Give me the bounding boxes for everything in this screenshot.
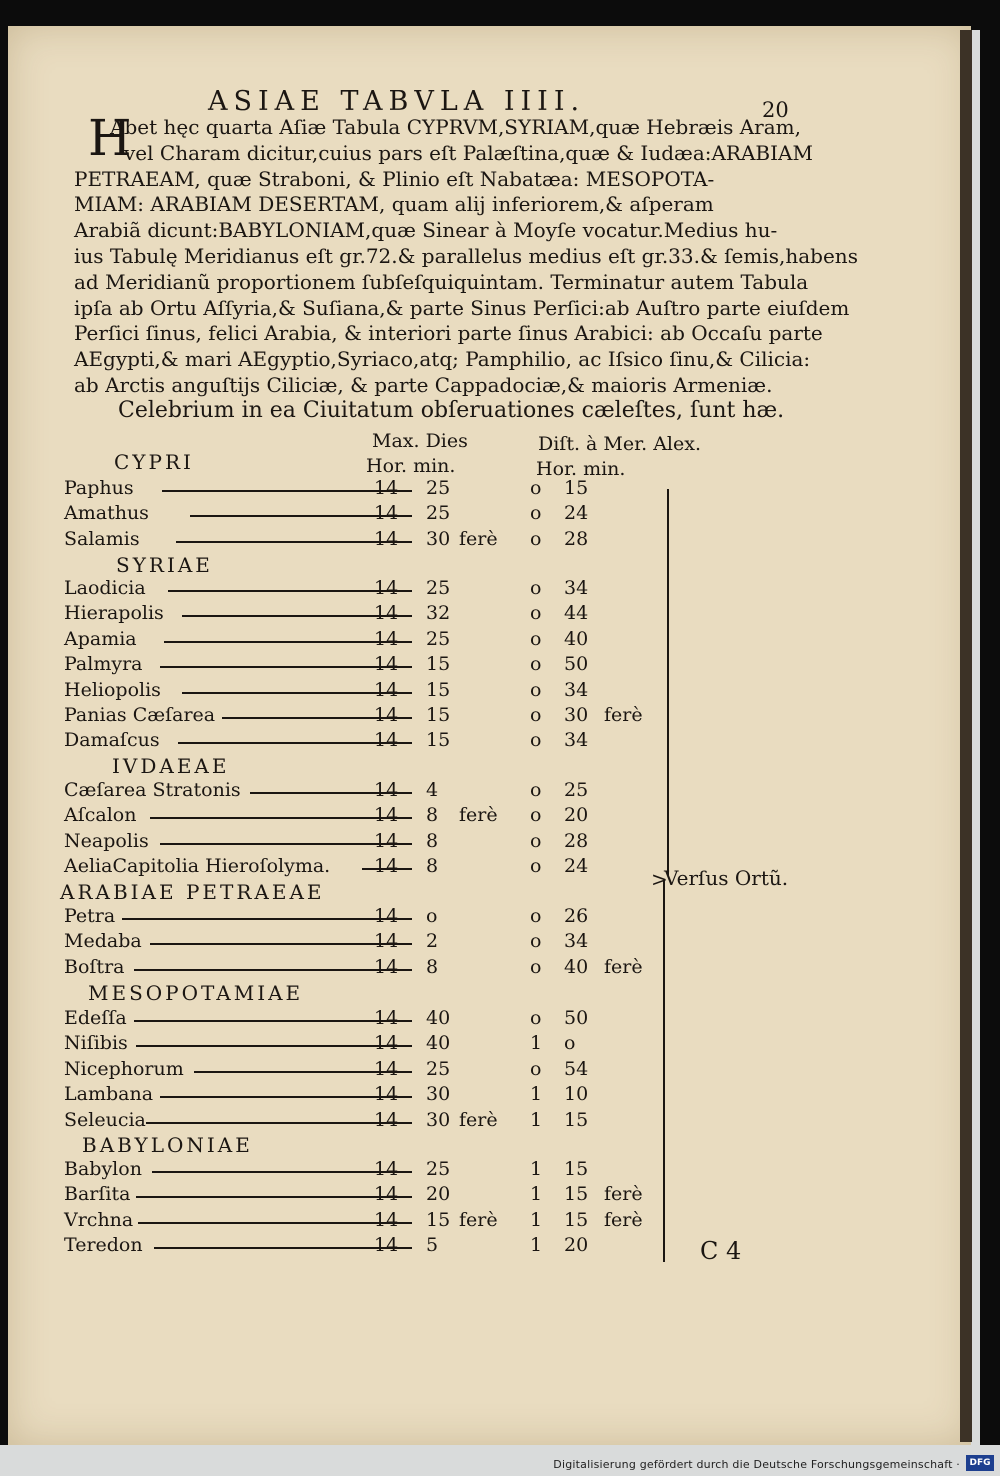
distance-minutes: 40 (564, 627, 589, 650)
distance-minutes: 26 (564, 905, 589, 927)
table-row (64, 1234, 664, 1259)
running-title: ASIAE TABVLA IIII. (208, 86, 586, 117)
city-name: Barſita (64, 1183, 131, 1206)
distance-minutes: 15 (564, 1108, 589, 1131)
max-day-hours: 14 (374, 829, 399, 852)
table-row (64, 653, 664, 678)
paragraph-line: MIAM: ARABIAM DESERTAM, quam alij inferiorem,& aſperam (74, 192, 714, 217)
section-title: ARABIAE PETRAEAE (60, 880, 325, 904)
max-day-minutes: 15 (426, 1208, 451, 1231)
brace-lower (655, 880, 665, 1262)
paragraph-line: ab Arctis anguſtijs Ciliciæ, & parte Cappadociæ,& maioris Armeniæ. (74, 372, 773, 397)
distance-hours: 1 (530, 1208, 543, 1231)
distance-minutes: 20 (564, 1234, 589, 1257)
max-day-hours: 14 (374, 1208, 399, 1231)
leader-dash (134, 1020, 412, 1022)
table-row (64, 502, 664, 527)
table-row (64, 628, 664, 653)
distance-minutes: 15 (564, 1183, 589, 1206)
distance-minutes: 20 (564, 804, 589, 827)
paragraph-line: vel Charam dicitur,cuius pars eſt Palæſtina,quæ & Iudæa:ARABIAM (124, 140, 813, 165)
city-name: Cæſarea Stratonis (64, 779, 241, 801)
max-day-hours: 14 (374, 704, 399, 726)
max-day-minutes: 8 (426, 829, 439, 852)
distance-minutes: 24 (564, 855, 589, 878)
max-day-minutes: 2 (426, 930, 439, 953)
drop-cap: H (88, 109, 132, 167)
max-day-hours: 14 (374, 955, 399, 978)
section-title: IVDAEAE (112, 754, 230, 778)
distance-hours: 1 (530, 1083, 543, 1106)
city-name: Teredon (64, 1234, 143, 1257)
brace-upper (659, 489, 669, 875)
max-day-note: ferè (459, 1208, 498, 1231)
max-day-minutes: 30 (426, 527, 451, 550)
distance-hours: o (530, 804, 542, 827)
max-day-minutes: o (426, 905, 438, 927)
distance-hours: o (530, 955, 542, 978)
city-name: Aſcalon (64, 804, 137, 827)
header-hor-min-1: Hor. min. (366, 455, 456, 477)
leader-dash (146, 1122, 412, 1124)
footer-credit: Digitalisierung gefördert durch die Deutsche Forschungsgemeinschaft · (553, 1458, 960, 1471)
header-hor-min-2: Hor. min. (536, 458, 626, 480)
distance-minutes: 15 (564, 1158, 589, 1180)
distance-minutes: 54 (564, 1057, 589, 1080)
max-day-minutes: 15 (426, 729, 451, 752)
distance-minutes: 40 (564, 955, 589, 978)
distance-minutes: 30 (564, 704, 589, 726)
city-name: Damaſcus (64, 729, 160, 752)
page-number: 20 (762, 98, 789, 122)
max-day-minutes: 5 (426, 1234, 439, 1257)
distance-note: ferè (604, 704, 643, 726)
leader-dash (150, 943, 412, 945)
section-title: SYRIAE (116, 553, 213, 577)
distance-hours: o (530, 905, 542, 927)
city-name: Boſtra (64, 955, 125, 978)
table-row (64, 577, 664, 602)
table-row (64, 477, 664, 502)
table-row (64, 528, 664, 553)
distance-hours: o (530, 678, 542, 701)
distance-hours: o (530, 1007, 542, 1029)
max-day-hours: 14 (374, 602, 399, 625)
max-day-minutes: 15 (426, 704, 451, 726)
distance-hours: o (530, 502, 542, 525)
city-name: Neapolis (64, 829, 149, 852)
max-day-minutes: 15 (426, 678, 451, 701)
city-name: Babylon (64, 1158, 142, 1180)
table-row (64, 704, 664, 729)
table-row (64, 830, 664, 855)
distance-minutes: 25 (564, 779, 589, 801)
table-row (64, 1183, 664, 1208)
distance-hours: o (530, 704, 542, 726)
max-day-hours: 14 (374, 804, 399, 827)
distance-minutes: 34 (564, 678, 589, 701)
table-row (64, 602, 664, 627)
section-title: CYPRI (114, 450, 194, 474)
leader-dash (138, 1222, 412, 1224)
max-day-hours: 14 (374, 627, 399, 650)
paragraph-line: Abet hęc quarta Aſiæ Tabula CYPRVM,SYRIAM,quæ Hebræis Aram, (110, 115, 801, 139)
distance-minutes: o (564, 1032, 576, 1055)
max-day-hours: 14 (374, 930, 399, 953)
max-day-minutes: 8 (426, 804, 439, 827)
distance-minutes: 34 (564, 577, 589, 599)
brace-label: Verſus Ortũ. (664, 866, 789, 890)
max-day-hours: 14 (374, 477, 399, 499)
city-name: Seleucia (64, 1108, 146, 1131)
distance-minutes: 15 (564, 1208, 589, 1231)
distance-minutes: 34 (564, 729, 589, 752)
max-day-minutes: 40 (426, 1007, 451, 1029)
distance-hours: o (530, 855, 542, 878)
city-name: Paphus (64, 477, 134, 499)
scan-background-left (0, 0, 8, 1445)
section-title: BABYLONIAE (82, 1133, 253, 1157)
max-day-minutes: 20 (426, 1183, 451, 1206)
max-day-hours: 14 (374, 779, 399, 801)
city-name: Edeſſa (64, 1007, 127, 1029)
leader-dash (150, 817, 412, 819)
table-row (64, 729, 664, 754)
distance-minutes: 50 (564, 1007, 589, 1029)
observations-intro: Celebrium in ea Ciuitatum obſeruationes cæleſtes, ſunt hæ. (118, 398, 785, 423)
city-name: Heliopolis (64, 678, 161, 701)
city-name: Amathus (64, 502, 149, 525)
max-day-note: ferè (459, 804, 498, 827)
distance-hours: o (530, 1057, 542, 1080)
distance-minutes: 34 (564, 930, 589, 953)
max-day-hours: 14 (374, 1057, 399, 1080)
max-day-hours: 14 (374, 855, 399, 878)
table-row (64, 1083, 664, 1108)
table-row (64, 1158, 664, 1183)
max-day-minutes: 25 (426, 1057, 451, 1080)
paragraph-line: Arabiã dicunt:BABYLONIAM,quæ Sinear à Moyſe vocatur.Medius hu- (74, 218, 778, 243)
leader-dash (136, 1196, 412, 1198)
distance-minutes: 10 (564, 1083, 589, 1106)
leader-dash (134, 969, 412, 971)
max-day-hours: 14 (374, 1234, 399, 1257)
max-day-hours: 14 (374, 527, 399, 550)
city-name: Laodicia (64, 577, 146, 599)
max-day-hours: 14 (374, 1108, 399, 1131)
distance-hours: 1 (530, 1234, 543, 1257)
max-day-minutes: 15 (426, 653, 451, 676)
distance-hours: o (530, 477, 542, 499)
distance-minutes: 15 (564, 477, 589, 499)
distance-hours: 1 (530, 1108, 543, 1131)
city-name: Lambana (64, 1083, 154, 1106)
max-day-minutes: 25 (426, 477, 451, 499)
max-day-note: ferè (459, 1108, 498, 1131)
max-day-hours: 14 (374, 1083, 399, 1106)
max-day-hours: 14 (374, 653, 399, 676)
distance-note: ferè (604, 955, 643, 978)
distance-hours: o (530, 577, 542, 599)
max-day-hours: 14 (374, 1032, 399, 1055)
city-name: Apamia (64, 627, 137, 650)
distance-hours: o (530, 653, 542, 676)
max-day-hours: 14 (374, 1183, 399, 1206)
max-day-hours: 14 (374, 502, 399, 525)
city-name: Panias Cæſarea (64, 704, 216, 726)
brace-tip: > (651, 867, 668, 891)
max-day-hours: 14 (374, 577, 399, 599)
distance-hours: o (530, 829, 542, 852)
distance-minutes: 24 (564, 502, 589, 525)
distance-minutes: 28 (564, 527, 589, 550)
distance-hours: 1 (530, 1183, 543, 1206)
city-name: Salamis (64, 527, 140, 550)
distance-hours: o (530, 779, 542, 801)
table-row (64, 779, 664, 804)
distance-minutes: 28 (564, 829, 589, 852)
max-day-minutes: 30 (426, 1083, 451, 1106)
table-row (64, 956, 664, 981)
distance-note: ferè (604, 1208, 643, 1231)
max-day-minutes: 4 (426, 779, 439, 801)
distance-minutes: 50 (564, 653, 589, 676)
city-name: AeliaCapitolia Hieroſolyma. (64, 855, 331, 878)
city-name: Medaba (64, 930, 142, 953)
table-row (64, 1032, 664, 1057)
distance-hours: o (530, 527, 542, 550)
table-row (64, 1109, 664, 1134)
signature-mark: C 4 (700, 1237, 742, 1265)
max-day-minutes: 32 (426, 602, 451, 625)
max-day-minutes: 25 (426, 1158, 451, 1180)
max-day-minutes: 40 (426, 1032, 451, 1055)
city-name: Nicephorum (64, 1057, 184, 1080)
table-row (64, 1007, 664, 1032)
table-row (64, 1209, 664, 1234)
page-edge (960, 30, 972, 1442)
distance-hours: o (530, 729, 542, 752)
leader-dash (122, 918, 412, 920)
section-title: MESOPOTAMIAE (88, 981, 304, 1005)
leader-dash (152, 1171, 412, 1173)
leader-dash (136, 1045, 412, 1047)
max-day-hours: 14 (374, 905, 399, 927)
max-day-hours: 14 (374, 729, 399, 752)
paragraph-line: Perſici ſinus, felici Arabia, & interiori parte ſinus Arabici: ab Occaſu parte (74, 321, 823, 346)
distance-note: ferè (604, 1183, 643, 1206)
max-day-minutes: 25 (426, 577, 451, 599)
max-day-minutes: 25 (426, 627, 451, 650)
dfg-logo: DFG (966, 1455, 994, 1471)
scan-background-right (980, 0, 1000, 1445)
max-day-minutes: 8 (426, 855, 439, 878)
paragraph-line: ius Tabulę Meridianus eſt gr.72.& parallelus medius eſt gr.33.& ſemis,habens (74, 243, 858, 268)
max-day-hours: 14 (374, 678, 399, 701)
city-name: Petra (64, 905, 116, 927)
distance-hours: 1 (530, 1158, 543, 1180)
max-day-hours: 14 (374, 1007, 399, 1029)
table-row (64, 855, 664, 880)
paragraph-line: AEgypti,& mari AEgyptio,Syriaco,atq; Pamphilio, ac Iſsico ſinu,& Cilicia: (74, 347, 811, 372)
max-day-minutes: 25 (426, 502, 451, 525)
table-row (64, 905, 664, 930)
distance-minutes: 44 (564, 602, 589, 625)
max-day-note: ferè (459, 527, 498, 550)
header-dist-alex: Diſt. à Mer. Alex. (538, 433, 701, 455)
distance-hours: o (530, 627, 542, 650)
paragraph-line: ad Meridianũ proportionem ſubſeſquiquintam. Terminatur autem Tabula (74, 269, 809, 294)
table-row (64, 804, 664, 829)
city-name: Niſibis (64, 1032, 128, 1055)
city-name: Hierapolis (64, 602, 164, 625)
max-day-minutes: 30 (426, 1108, 451, 1131)
table-row (64, 930, 664, 955)
distance-hours: o (530, 602, 542, 625)
header-max-dies: Max. Dies (372, 430, 468, 452)
max-day-minutes: 8 (426, 955, 439, 978)
paragraph-line: ipſa ab Ortu Aſſyria,& Suſiana,& parte Sinus Perſici:ab Auſtro parte eiuſdem (74, 295, 850, 320)
distance-hours: 1 (530, 1032, 543, 1055)
table-row (64, 1058, 664, 1083)
table-row (64, 679, 664, 704)
max-day-hours: 14 (374, 1158, 399, 1180)
distance-hours: o (530, 930, 542, 953)
paragraph-line: PETRAEAM, quæ Straboni, & Plinio eſt Nabatæa: MESOPOTA- (74, 166, 715, 191)
city-name: Palmyra (64, 653, 143, 676)
city-name: Vrchna (64, 1208, 134, 1231)
